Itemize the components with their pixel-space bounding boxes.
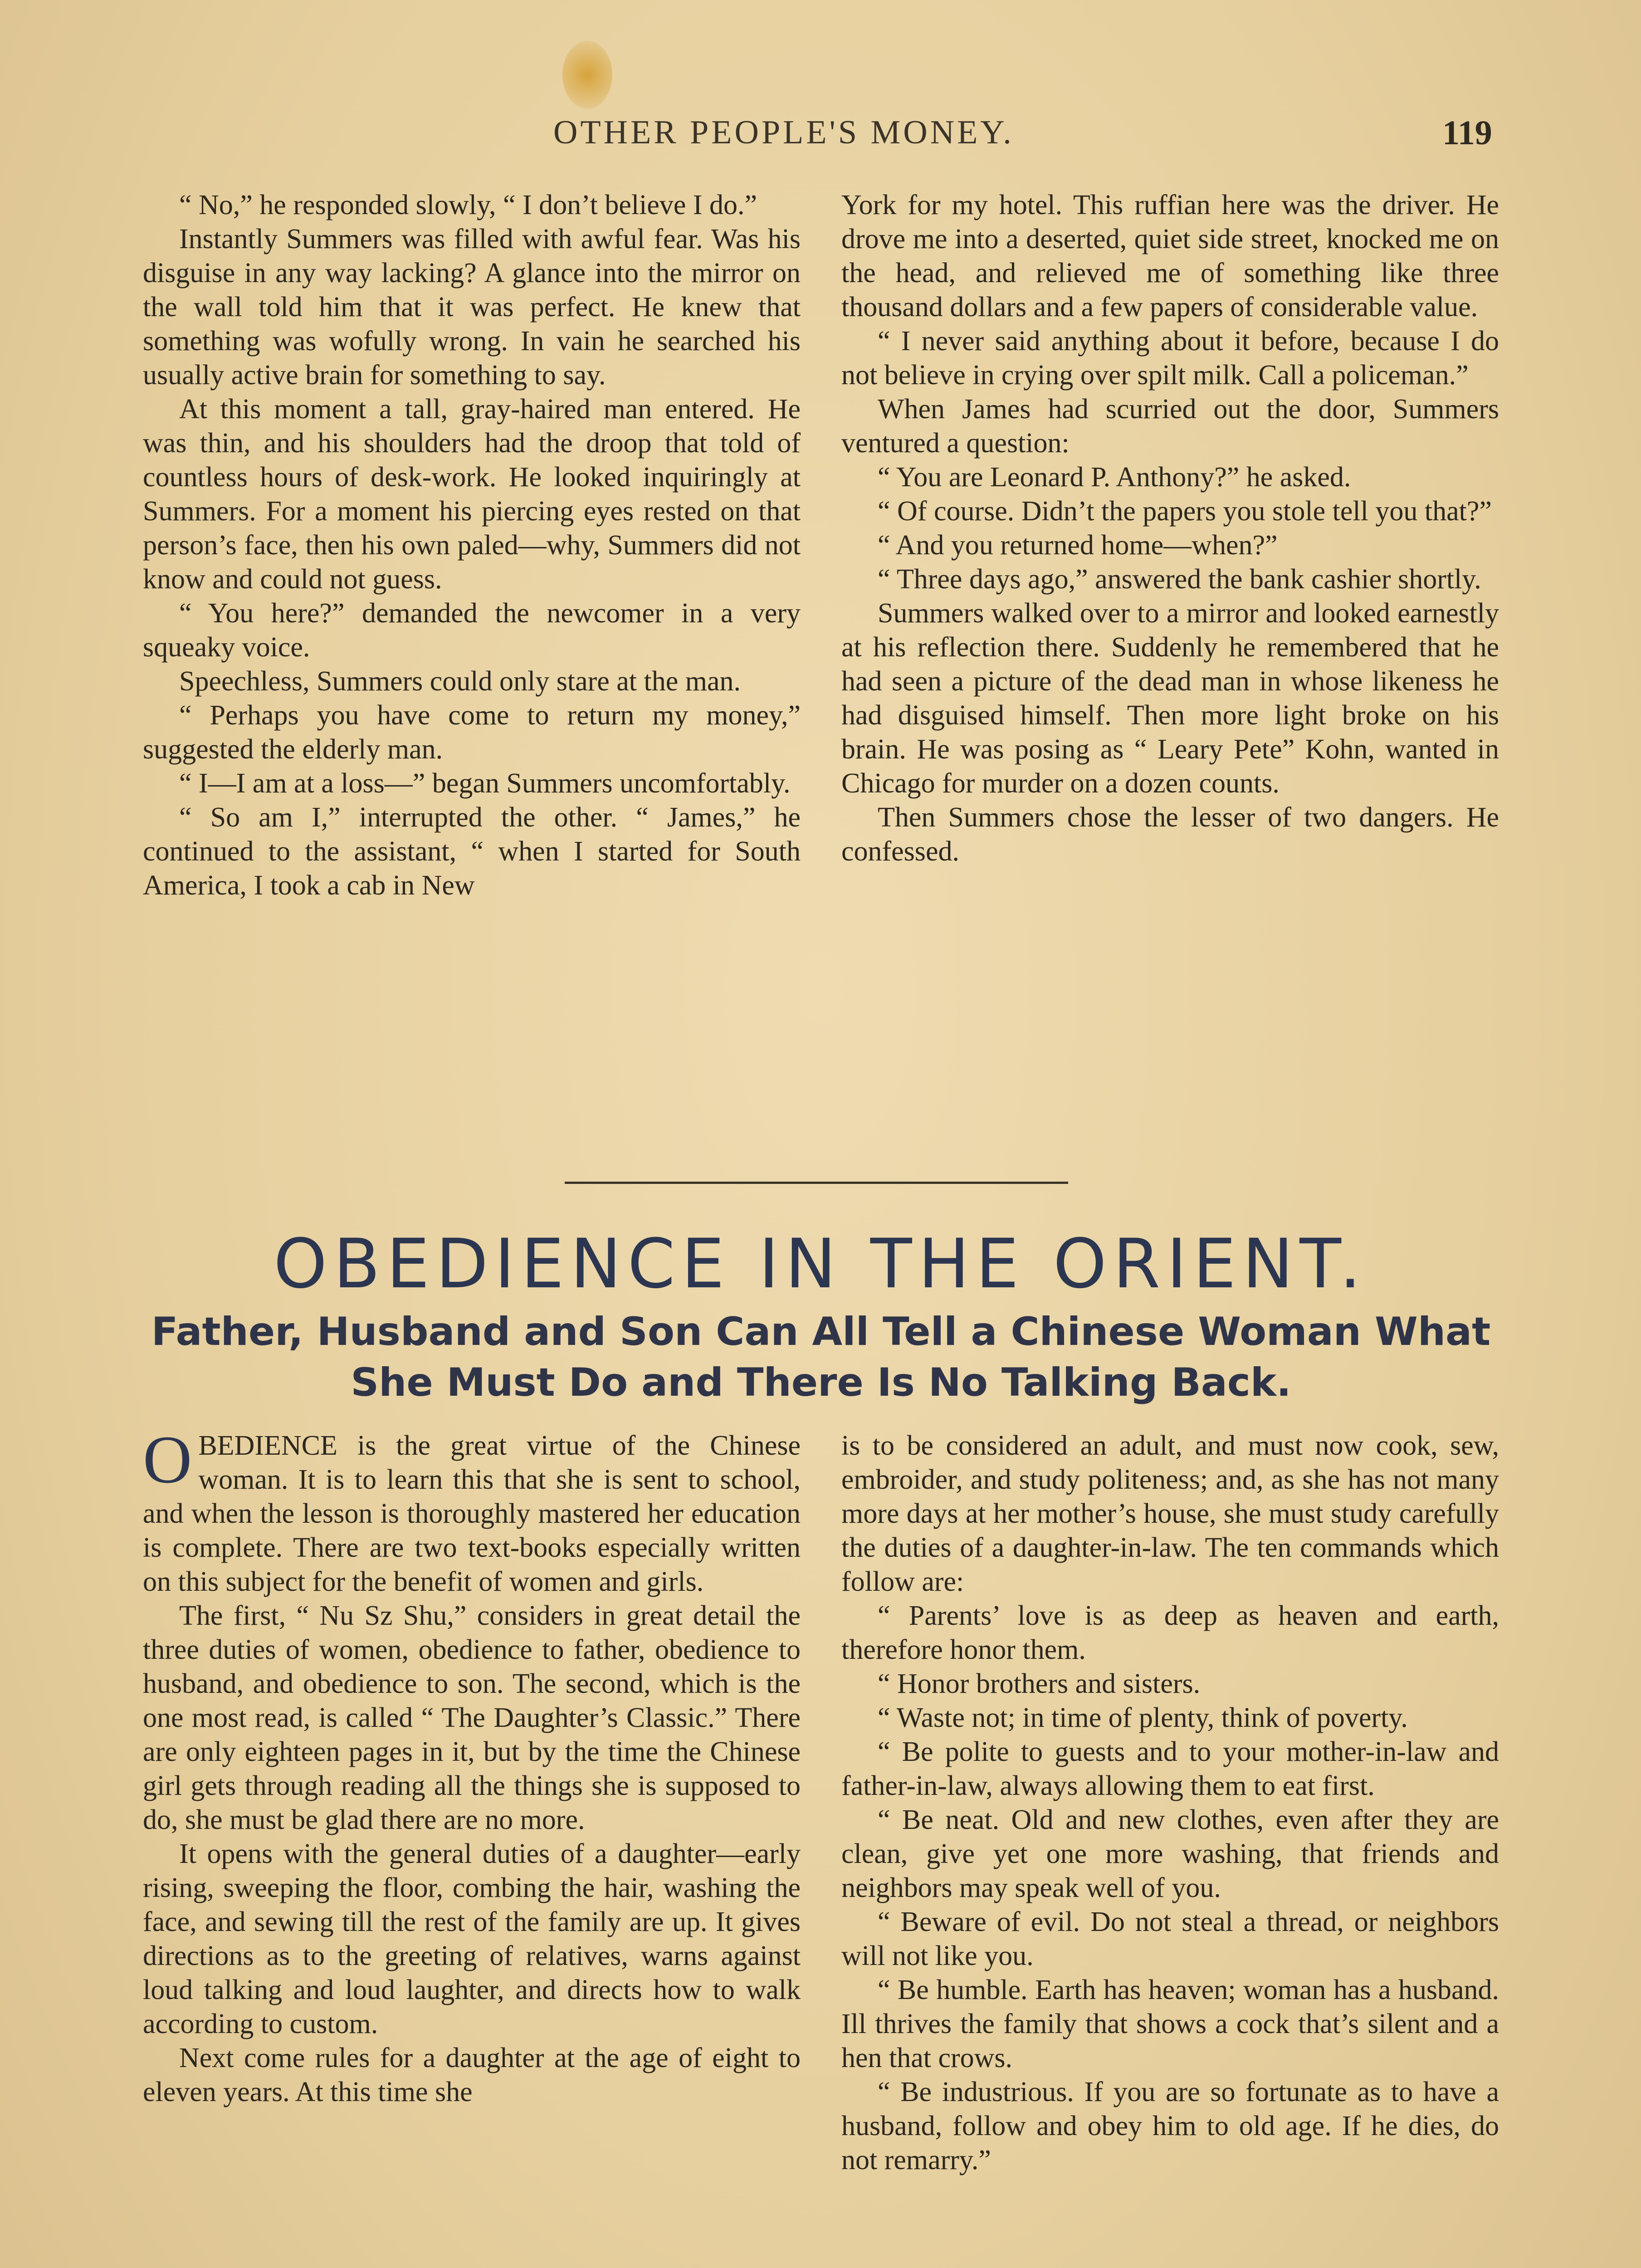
- article-paragraph: “ Beware of evil. Do not steal a thread, or neighbors will not like you.: [841, 1906, 1499, 1971]
- running-title: OTHER PEOPLE'S MONEY.: [553, 114, 1014, 151]
- article-paragraph: It opens with the general duties of a daughter—early rising, sweeping the floor, combing the hair, washing the face, and sewing till the rest of the family are up. It gives directions as to the greeting of relatives, warns against loud talking and loud laughter, and directs how to walk according to custom.: [143, 1838, 801, 2039]
- story-paragraph: “ Perhaps you have come to return my money,” suggested the elderly man.: [143, 700, 801, 765]
- story-paragraph: Instantly Summers was filled with awful fear. Was his disguise in any way lacking? A glance into the mirror on the wall told him that it was perfect. He knew that something was wofully wrong. In vain he searched his usually active brain for something to say.: [143, 224, 801, 391]
- article-paragraph: “ Be humble. Earth has heaven; woman has a husband. Ill thrives the family that shows a cock that’s silent and a hen that crows.: [841, 1975, 1499, 2073]
- story-paragraph: “ So am I,” interrupted the other. “ James,” he continued to the assistant, “ when I started for South America, I took a cab in New: [143, 802, 801, 901]
- story-paragraph: “ And you returned home—when?”: [878, 530, 1278, 561]
- article-right-column: [841, 1429, 1499, 2177]
- story-paragraph: When James had scurried out the door, Summers ventured a question:: [841, 394, 1499, 459]
- drop-cap: O: [143, 1422, 192, 1497]
- story-left-column: [143, 188, 801, 903]
- article-paragraph: “ Be industrious. If you are so fortunate as to have a husband, follow and obey him to old age. If he dies, do not remarry.”: [841, 2077, 1499, 2175]
- article-paragraph: Next come rules for a daughter at the age of eight to eleven years. At this time she: [143, 2043, 801, 2107]
- article-paragraph: “ Honor brothers and sisters.: [878, 1668, 1201, 1699]
- article-left-column: [143, 1422, 801, 2109]
- article-paragraph: The first, “ Nu Sz Shu,” considers in great detail the three duties of women, obedience to father, obedience to husband, and obedience to son. The second, which is the one most read, is called “ The Daughter’s Classic.” There are only eighteen pages in it, but by the time the Chinese girl gets through reading all the things she is supposed to do, she must be glad there are no more.: [143, 1600, 801, 1835]
- story-paragraph: “ I—I am at a loss—” began Summers uncomfortably.: [179, 768, 791, 799]
- story-paragraph: At this moment a tall, gray-haired man entered. He was thin, and his shoulders had the droop that told of countless hours of desk-work. He looked inquiringly at Summers. For a moment his piercing eyes rested on that person’s face, then his own paled—why, Summers did not know and could not guess.: [143, 394, 801, 595]
- story-paragraph: “ You are Leonard P. Anthony?” he asked.: [878, 462, 1351, 493]
- article-paragraph: “ Waste not; in time of plenty, think of poverty.: [878, 1702, 1408, 1733]
- article-first-paragraph: [143, 1422, 801, 1599]
- story-paragraph: “ Three days ago,” answered the bank cashier shortly.: [878, 564, 1481, 595]
- article-paragraph: “ Be neat. Old and new clothes, even after they are clean, give yet one more washing, that friends and neighbors may speak well of you.: [841, 1804, 1499, 1903]
- story-paragraph: “ No,” he responded slowly, “ I don’t believe I do.”: [179, 190, 757, 220]
- article-paragraph: “ Parents’ love is as deep as heaven and earth, therefore honor them.: [841, 1600, 1499, 1665]
- page-number: 119: [1442, 114, 1492, 152]
- story-paragraph: “ Of course. Didn’t the papers you stole tell you that?”: [878, 496, 1492, 527]
- article-headline: OBEDIENCE IN THE ORIENT.: [274, 1225, 1368, 1304]
- story-paragraph: “ You here?” demanded the newcomer in a very squeaky voice.: [143, 598, 801, 663]
- section-divider: [565, 1182, 1068, 1184]
- story-right-column: [841, 188, 1499, 869]
- story-paragraph: “ I never said anything about it before, because I do not believe in crying over spilt milk. Call a policeman.”: [841, 326, 1499, 391]
- article-paragraph: “ Be polite to guests and to your mother-in-law and father-in-law, always allowing them to eat first.: [841, 1736, 1499, 1801]
- paper-stain: [562, 41, 612, 109]
- article-paragraph-continued: is to be considered an adult, and must now cook, sew, embroider, and study politeness; and, as she has not many more days at her mother’s house, she must study carefully the duties of a daughter-in-law. The ten commands which follow are:: [841, 1430, 1499, 1597]
- story-paragraph: Speechless, Summers could only stare at the man.: [179, 666, 741, 697]
- story-paragraph-continued: York for my hotel. This ruffian here was the driver. He drove me into a deserted, quiet side street, knocked me on the head, and relieved me of something like three thousand dollars and a few papers of considerable value.: [841, 190, 1499, 323]
- story-paragraph: Then Summers chose the lesser of two dangers. He confessed.: [841, 802, 1499, 867]
- story-paragraph: Summers walked over to a mirror and looked earnestly at his reflection there. Suddenly he remembered that he had seen a picture of the dead man in whose likeness he had disguised himself. Then more light broke on his brain. He was posing as “ Leary Pete” Kohn, wanted in Chicago for murder on a dozen counts.: [841, 598, 1499, 799]
- article-first-paragraph-text: BEDIENCE is the great virtue of the Chinese woman. It is to learn this that she is sent to school, and when the lesson is thoroughly mastered her education is complete. There are two text-books especially written on this subject for the benefit of women and girls.: [143, 1430, 801, 1597]
- article-subheadline: Father, Husband and Son Can All Tell a Chinese Woman What She Must Do and There Is No Talking Back.: [151, 1309, 1491, 1405]
